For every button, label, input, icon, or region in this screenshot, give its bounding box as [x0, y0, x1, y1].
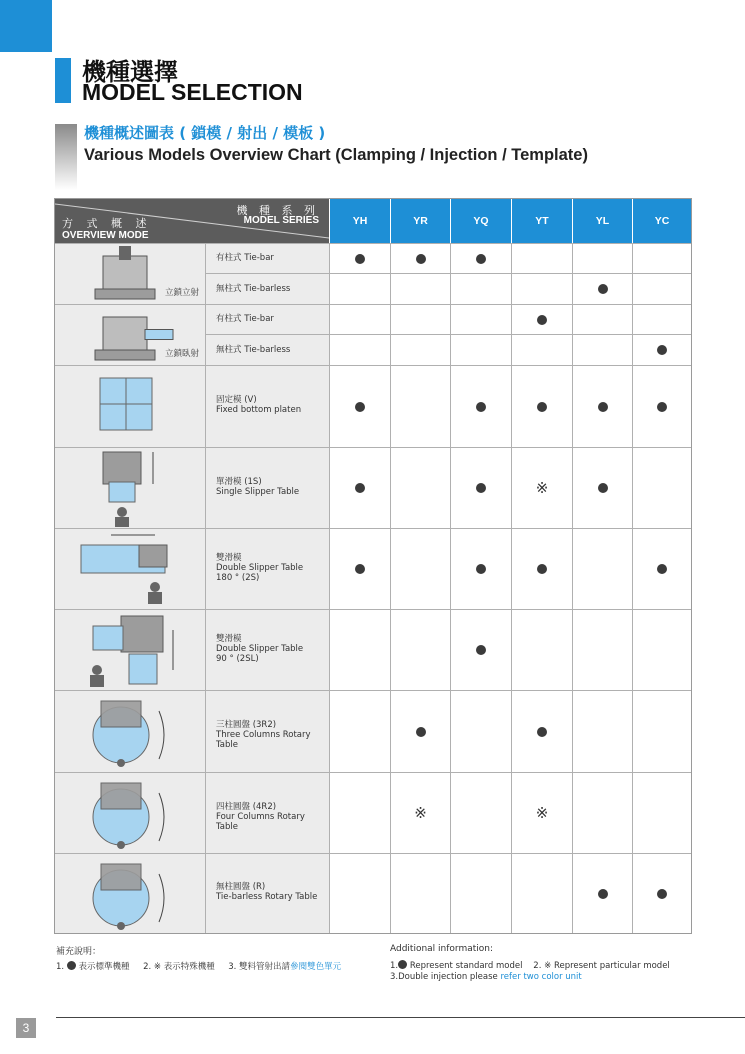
mode-label-label-zh: 四柱圓盤 (4R2)	[216, 801, 277, 812]
mark-cell-yr	[390, 305, 450, 334]
header-series-en: MODEL SERIES	[243, 215, 319, 226]
mode-label-en: Tie-barless	[244, 344, 291, 355]
note-en-1-text: Represent standard model	[409, 961, 523, 971]
machine-group-caption: 立鎖臥射	[164, 349, 199, 359]
mark-cell-yl	[572, 854, 632, 933]
table-row	[205, 273, 691, 304]
note-zh-1-num: 1.	[56, 962, 65, 972]
particular-symbol-icon: ※	[544, 961, 552, 971]
mark-cell-yh	[329, 448, 390, 528]
mode-label-cell	[205, 773, 329, 853]
notes-en-line-2	[390, 972, 582, 982]
mark-cell-yt	[511, 305, 572, 334]
mark-cell-yc	[632, 691, 691, 772]
mode-image-cell	[55, 773, 205, 853]
note-en-1-num: 1.	[390, 961, 399, 971]
mode-label-label-zh: 固定模 (V)	[216, 395, 257, 405]
overview-table	[54, 198, 692, 934]
mark-cell-yl	[572, 610, 632, 690]
mark-cell-yt	[511, 335, 572, 365]
mark-cell-yr	[390, 691, 450, 772]
standard-dot-icon	[657, 345, 667, 355]
column-header-yl: YL	[572, 199, 632, 243]
standard-dot-icon	[537, 564, 547, 574]
mode-label-label-zh: 三柱圓盤 (3R2)	[216, 720, 277, 730]
mark-cell-yh	[329, 691, 390, 772]
note-zh-1-text: 表示標準機種	[78, 962, 130, 972]
mark-cell-yr	[390, 529, 450, 609]
note-zh-2-num: 2.	[143, 962, 152, 972]
mark-cell-yl	[572, 366, 632, 447]
mark-cell-yr	[390, 274, 450, 304]
corner-accent	[0, 0, 52, 52]
mark-cell-yc	[632, 854, 691, 933]
standard-dot-icon	[476, 402, 486, 412]
mark-cell-yr	[390, 854, 450, 933]
header-series-zh: 機 種 系 列	[236, 204, 319, 217]
mark-cell-yc	[632, 335, 691, 365]
mode-label-zh: 無柱式	[216, 283, 242, 294]
subtitle-accent	[55, 124, 77, 190]
mode-label-label-en: Single Slipper Table	[216, 486, 300, 497]
table-row	[55, 853, 691, 933]
mark-cell-yq	[450, 610, 511, 690]
mark-cell-yh	[329, 366, 390, 447]
page-title-en: MODEL SELECTION	[82, 79, 303, 105]
mode-image-cell	[55, 610, 205, 690]
mark-cell-yt	[511, 854, 572, 933]
mode-illustration	[55, 448, 205, 529]
standard-dot-icon	[476, 254, 486, 264]
mark-cell-yr	[390, 244, 450, 273]
mark-cell-yq	[450, 274, 511, 304]
column-header-yr: YR	[390, 199, 450, 243]
mark-cell-yl	[572, 691, 632, 772]
mode-label-label-en: Three Columns Rotary Table	[216, 730, 311, 750]
mode-illustration	[55, 773, 205, 854]
mode-label-label-en: Fixed bottom platen	[216, 405, 302, 415]
mode-label-cell	[205, 610, 329, 690]
particular-symbol-icon: ※	[414, 804, 427, 822]
mode-label-cell	[205, 274, 329, 304]
mark-cell-yt	[511, 773, 572, 853]
particular-symbol-icon: ※	[153, 962, 162, 972]
mark-cell-yh	[329, 854, 390, 933]
standard-dot-icon	[476, 564, 486, 574]
mode-image-cell	[55, 691, 205, 772]
mode-label-label-en2: 180 ° (2S)	[216, 572, 260, 583]
machine-group-caption: 立鎖立射	[164, 288, 199, 298]
mark-cell-yt	[511, 366, 572, 447]
mark-cell-yt	[511, 610, 572, 690]
mark-cell-yc	[632, 448, 691, 528]
mark-cell-yt	[511, 691, 572, 772]
mode-label-zh: 無柱式	[216, 344, 242, 355]
mark-cell-yh	[329, 610, 390, 690]
title-accent-bar	[55, 58, 71, 103]
mark-cell-yq	[450, 691, 511, 772]
standard-dot-icon	[355, 254, 365, 264]
standard-dot-icon	[476, 645, 486, 655]
mark-cell-yh	[329, 335, 390, 365]
column-header-yc: YC	[632, 199, 691, 243]
standard-dot-icon	[598, 402, 608, 412]
mark-cell-yq	[450, 854, 511, 933]
notes-zh-line	[56, 960, 341, 972]
standard-dot-icon	[355, 402, 365, 412]
column-header-yt: YT	[511, 199, 572, 243]
mark-cell-yq	[450, 529, 511, 609]
mark-cell-yq	[450, 366, 511, 447]
mark-cell-yt	[511, 274, 572, 304]
mark-cell-yl	[572, 529, 632, 609]
note-en-2-text: Represent particular model	[553, 961, 670, 971]
standard-dot-icon	[355, 483, 365, 493]
mark-cell-yt	[511, 529, 572, 609]
mark-cell-yq	[450, 773, 511, 853]
table-row	[55, 772, 691, 853]
mode-illustration	[55, 610, 205, 691]
standard-dot-icon	[416, 254, 426, 264]
mark-cell-yt	[511, 448, 572, 528]
mark-cell-yh	[329, 274, 390, 304]
footer-divider	[56, 1017, 745, 1018]
table-row	[205, 304, 691, 334]
mode-label-cell	[205, 448, 329, 528]
table-row	[55, 447, 691, 528]
note-en-3-text: 3.Double injection please	[390, 972, 498, 982]
mark-cell-yh	[329, 244, 390, 273]
mark-cell-yc	[632, 244, 691, 273]
column-header-yh: YH	[329, 199, 390, 243]
mark-cell-yl	[572, 305, 632, 334]
mark-cell-yh	[329, 773, 390, 853]
table-row	[55, 528, 691, 609]
header-corner	[55, 199, 329, 243]
notes-zh-title: 補充說明：	[56, 947, 102, 957]
table-row	[205, 243, 691, 273]
standard-dot-icon	[598, 483, 608, 493]
standard-dot-icon	[598, 889, 608, 899]
page-number: 3	[16, 1018, 36, 1038]
mode-label-cell	[205, 854, 329, 933]
notes-en-line-1	[390, 960, 670, 971]
subtitle-zh: 機種概述圖表 ( 鎖模 / 射出 / 模板 )	[84, 124, 326, 142]
mark-cell-yc	[632, 610, 691, 690]
header-mode-en: OVERVIEW MODE	[62, 230, 149, 241]
mode-label-zh: 有柱式	[216, 253, 242, 263]
mark-cell-yl	[572, 274, 632, 304]
mark-cell-yl	[572, 244, 632, 273]
mark-cell-yr	[390, 448, 450, 528]
mark-cell-yl	[572, 773, 632, 853]
page-title-zh: 機種選擇	[82, 58, 178, 86]
mode-label-cell	[205, 366, 329, 447]
mode-label-en: Tie-bar	[244, 253, 274, 263]
particular-symbol-icon: ※	[535, 804, 549, 822]
mark-cell-yc	[632, 529, 691, 609]
mark-cell-yl	[572, 448, 632, 528]
mark-cell-yc	[632, 274, 691, 304]
mode-illustration	[55, 366, 205, 448]
mode-label-cell	[205, 335, 329, 365]
mark-cell-yh	[329, 305, 390, 334]
table-row	[205, 334, 691, 365]
note-en-2-num: 2.	[533, 961, 542, 971]
standard-dot-icon	[476, 483, 486, 493]
standard-dot-icon	[657, 564, 667, 574]
mark-cell-yr	[390, 366, 450, 447]
standard-dot-icon	[416, 727, 426, 737]
standard-dot-icon	[67, 961, 76, 970]
note-zh-2-text: 表示特殊機種	[163, 962, 215, 972]
subtitle-en: Various Models Overview Chart (Clamping / Injection / Template)	[84, 146, 588, 164]
mark-cell-yh	[329, 529, 390, 609]
standard-dot-icon	[537, 402, 547, 412]
mode-label-cell	[205, 691, 329, 772]
mode-label-label-zh: 單滑模 (1S)	[216, 476, 262, 487]
mark-cell-yc	[632, 305, 691, 334]
standard-dot-icon	[598, 284, 608, 294]
mode-label-label-zh: 雙滑模	[216, 633, 242, 644]
standard-dot-icon	[537, 727, 547, 737]
standard-dot-icon	[657, 889, 667, 899]
mark-cell-yc	[632, 773, 691, 853]
table-row	[55, 365, 691, 447]
mark-cell-yq	[450, 335, 511, 365]
mode-image-cell	[55, 448, 205, 528]
header-mode-zh: 方 式 概 述	[62, 217, 152, 230]
mark-cell-yq	[450, 305, 511, 334]
machine-group	[55, 304, 205, 365]
note-en-3-link: refer two color unit	[500, 972, 582, 982]
mode-label-cell	[205, 244, 329, 273]
mark-cell-yr	[390, 335, 450, 365]
standard-dot-icon	[537, 315, 547, 325]
mode-illustration	[55, 691, 205, 773]
mode-label-label-zh: 無柱圓盤 (R)	[216, 882, 266, 892]
mark-cell-yt	[511, 244, 572, 273]
machine-group	[55, 243, 205, 304]
note-zh-3-text: 3. 雙料管射出請	[228, 962, 291, 972]
mark-cell-yq	[450, 244, 511, 273]
mode-label-label-en: Tie-barless Rotary Table	[216, 892, 318, 902]
mode-label-en: Tie-bar	[244, 314, 274, 324]
mode-image-cell	[55, 854, 205, 933]
mode-label-label-en: Double Slipper Table	[216, 562, 304, 573]
mark-cell-yr	[390, 773, 450, 853]
mark-cell-yc	[632, 366, 691, 447]
note-zh-3-link: 參閱雙色單元	[290, 962, 342, 972]
mode-label-label-en: Four Columns Rotary Table	[216, 811, 305, 832]
table-row	[55, 609, 691, 690]
standard-dot-icon	[355, 564, 365, 574]
column-header-yq: YQ	[450, 199, 511, 243]
mode-image-cell	[55, 529, 205, 609]
mark-cell-yl	[572, 335, 632, 365]
mode-label-label-en: Double Slipper Table	[216, 643, 304, 654]
mode-illustration	[55, 529, 205, 610]
mode-illustration	[55, 854, 205, 934]
notes-en-title: Additional information:	[390, 944, 494, 954]
mode-label-label-en2: 90 ° (2SL)	[216, 653, 259, 664]
table-row	[55, 690, 691, 772]
standard-dot-icon	[398, 960, 407, 969]
mode-label-en: Tie-barless	[244, 283, 291, 294]
mode-label-zh: 有柱式	[216, 314, 242, 324]
mark-cell-yq	[450, 448, 511, 528]
mode-image-cell	[55, 366, 205, 447]
mode-label-cell	[205, 529, 329, 609]
mark-cell-yr	[390, 610, 450, 690]
particular-symbol-icon: ※	[535, 479, 549, 497]
mode-label-cell	[205, 305, 329, 334]
mode-label-label-zh: 雙滑模	[216, 552, 242, 563]
standard-dot-icon	[657, 402, 667, 412]
